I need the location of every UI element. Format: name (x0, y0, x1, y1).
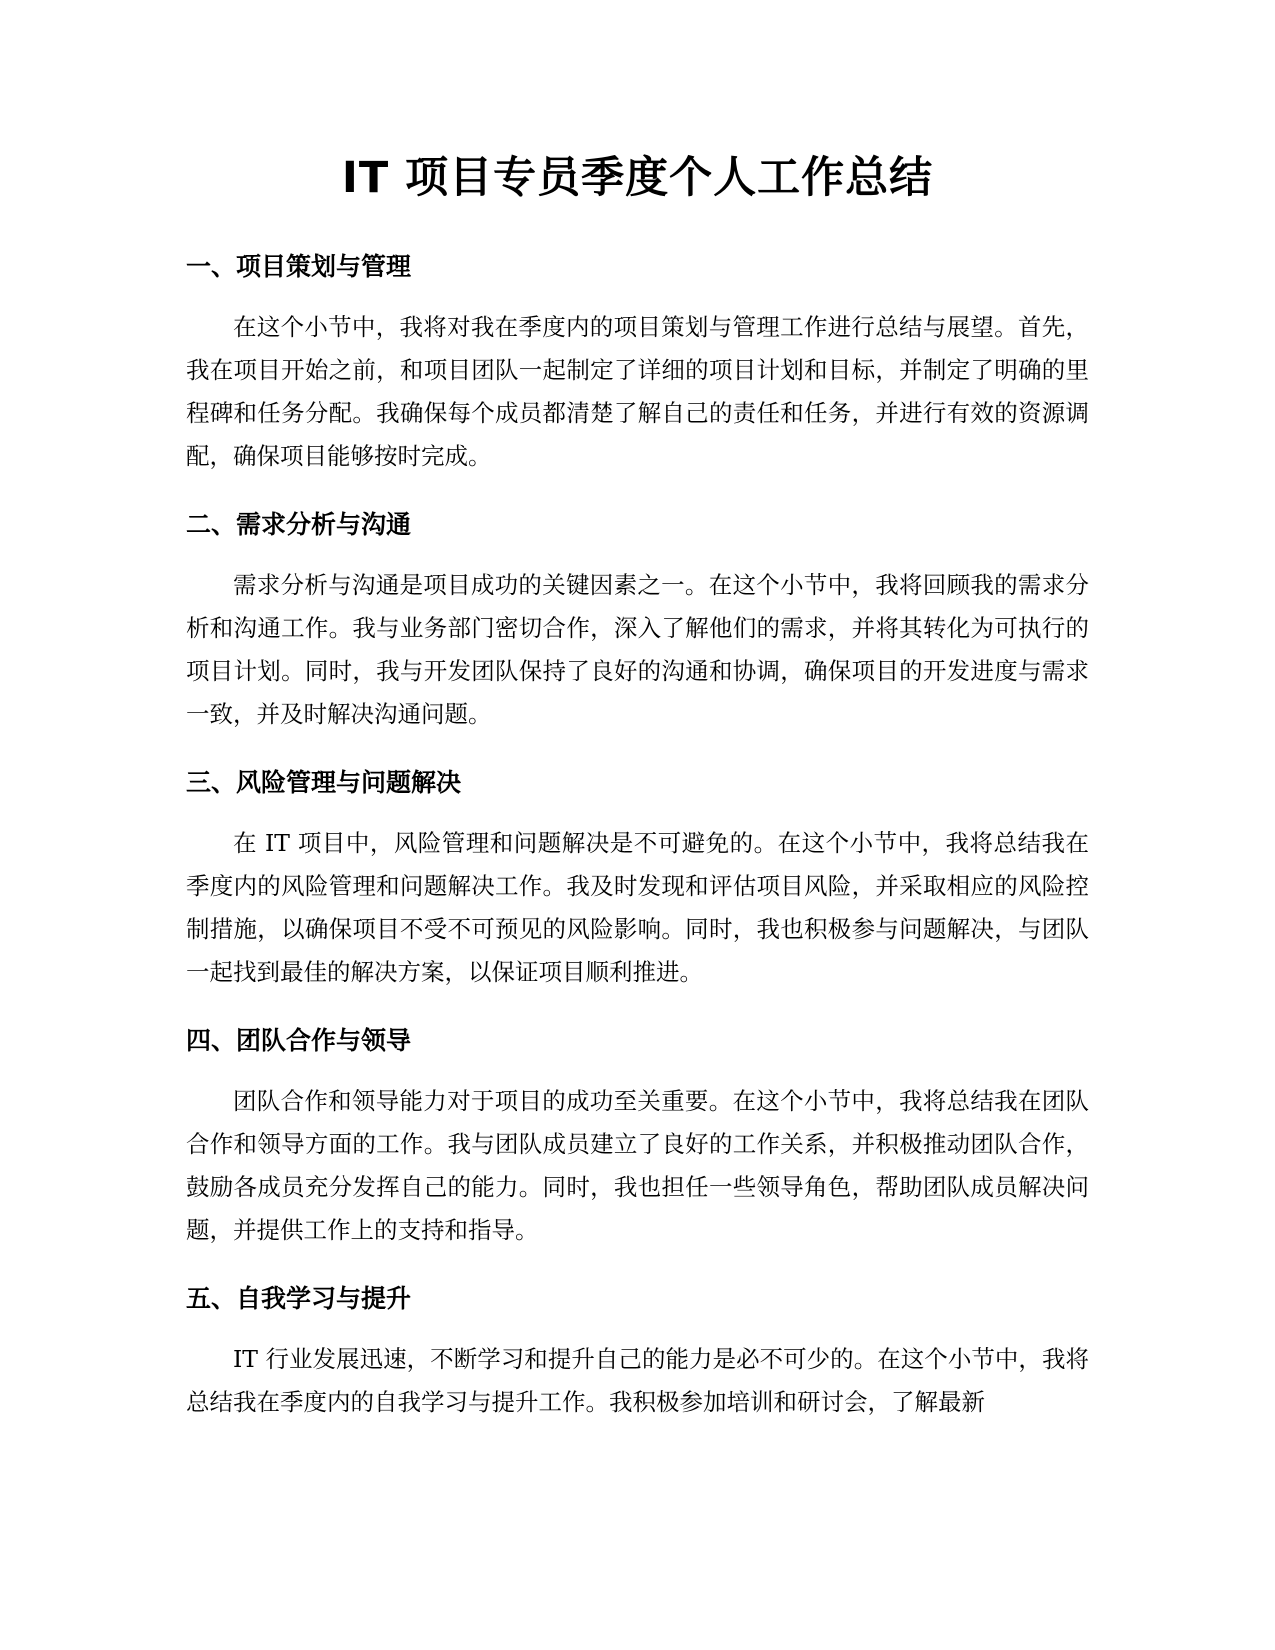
section-planning (186, 240, 1089, 478)
section-teamwork (186, 1014, 1089, 1252)
section-heading: 一、项目策划与管理 (186, 252, 412, 281)
section-requirements (186, 498, 1089, 736)
section-paragraph: 需求分析与沟通是项目成功的关键因素之一。在这个小节中，我将回顾我的需求分析和沟通工作。我与业务部门密切合作，深入了解他们的需求，并将其转化为可执行的项目计划。同时，我与开发团队保持了良好的沟通和协调，确保项目的开发进度与需求一致，并及时解决沟通问题。 (186, 571, 1089, 728)
section-paragraph: IT 行业发展迅速，不断学习和提升自己的能力是必不可少的。在这个小节中，我将总结我在季度内的自我学习与提升工作。我积极参加培训和研讨会，了解最新 (186, 1345, 1089, 1416)
section-heading: 三、风险管理与问题解决 (186, 768, 462, 797)
section-heading: 四、团队合作与领导 (186, 1026, 412, 1055)
section-paragraph: 在这个小节中，我将对我在季度内的项目策划与管理工作进行总结与展望。首先，我在项目开始之前，和项目团队一起制定了详细的项目计划和目标，并制定了明确的里程碑和任务分配。我确保每个成员都清楚了解自己的责任和任务，并进行有效的资源调配，确保项目能够按时完成。 (186, 313, 1089, 470)
section-paragraph: 在 IT 项目中，风险管理和问题解决是不可避免的。在这个小节中，我将总结我在季度内的风险管理和问题解决工作。我及时发现和评估项目风险，并采取相应的风险控制措施，以确保项目不受不可预见的风险影响。同时，我也积极参与问题解决，与团队一起找到最佳的解决方案，以保证项目顺利推进。 (186, 829, 1089, 986)
section-heading: 二、需求分析与沟通 (186, 510, 412, 539)
section-paragraph: 团队合作和领导能力对于项目的成功至关重要。在这个小节中，我将总结我在团队合作和领导方面的工作。我与团队成员建立了良好的工作关系，并积极推动团队合作，鼓励各成员充分发挥自己的能力。同时，我也担任一些领导角色，帮助团队成员解决问题，并提供工作上的支持和指导。 (186, 1087, 1089, 1244)
section-heading: 五、自我学习与提升 (186, 1284, 412, 1313)
document-title: IT 项目专员季度个人工作总结 (341, 153, 934, 203)
section-risk (186, 756, 1089, 994)
document-content (186, 240, 1089, 1424)
section-learning (186, 1272, 1089, 1424)
